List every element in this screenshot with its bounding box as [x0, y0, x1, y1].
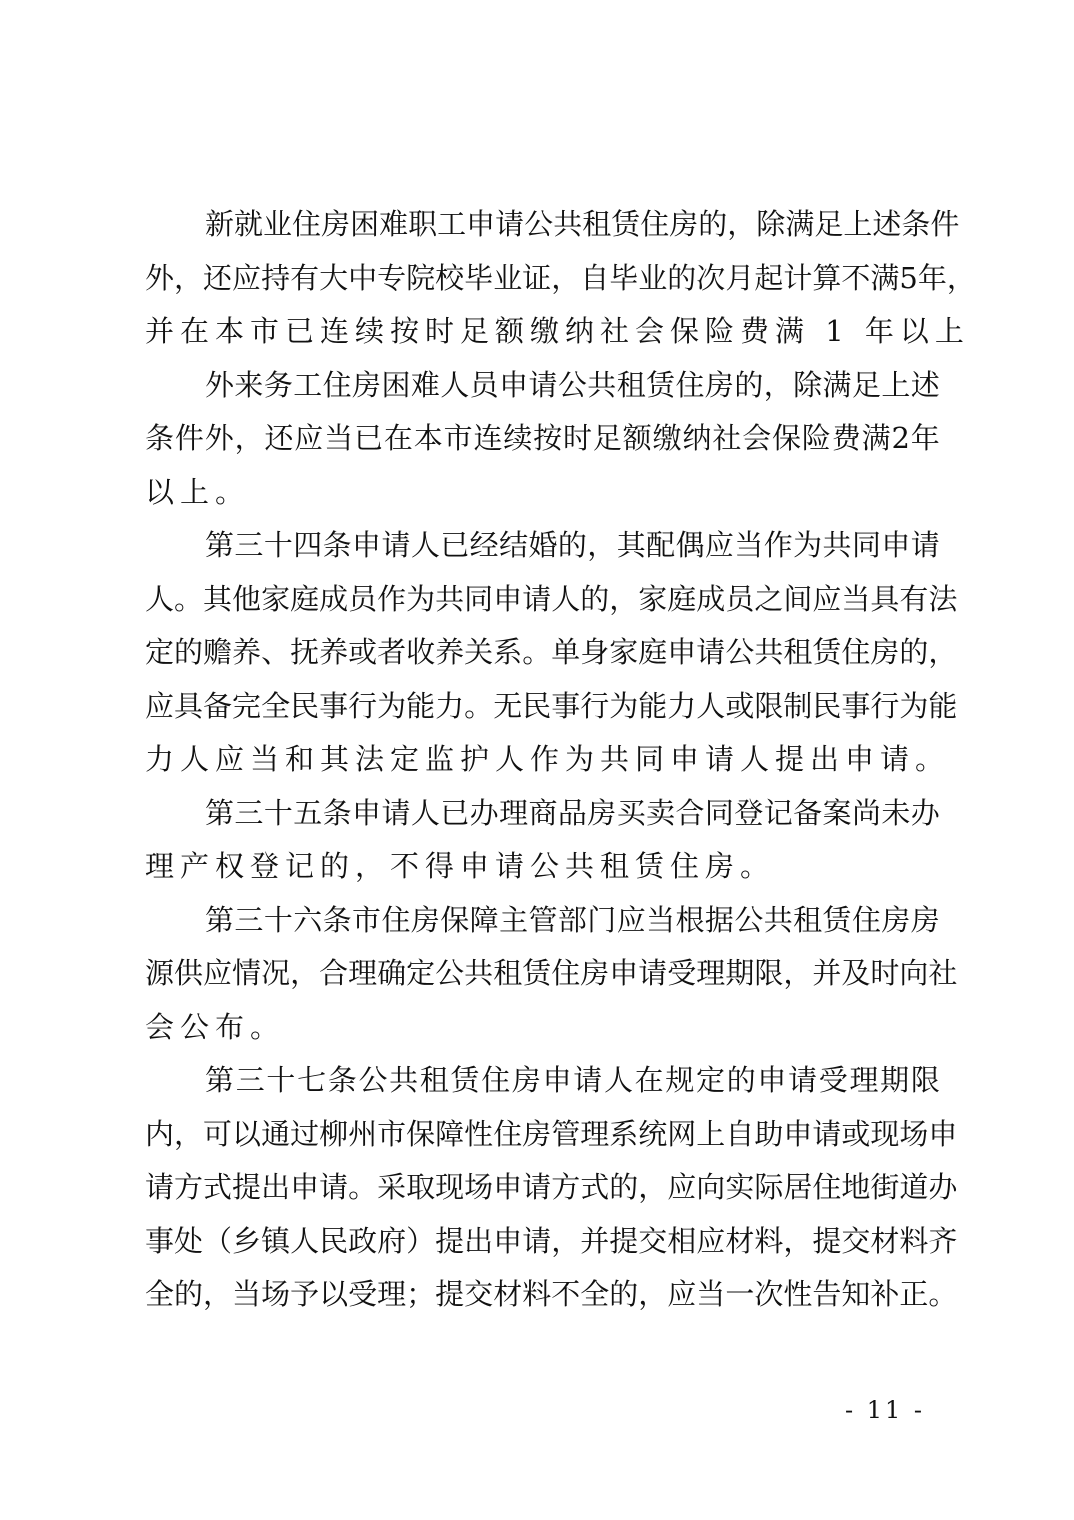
paragraph-line: 源 供 应 情 况 ， 合 理 确 定 公 共 租 赁 住 房 申 请 受 理 期 限 ， 并 及 时 向 社 [145, 956, 958, 990]
paragraph-line: 外 ， 还 应 持 有 大 中 专 院 校 毕 业 证 ， 自 毕 业 的 次 月 起 计 算 不 满 5 年 ， [145, 260, 976, 295]
paragraph-line: 以上。 [145, 474, 251, 509]
paragraph-line: 新 就 业 住 房 困 难 职 工 申 请 公 共 租 赁 住 房 的 ， 除 满 足 上 述 条 件 [205, 207, 960, 241]
paragraph-line: 第 三 十 五 条 申 请 人 已 办 理 商 品 房 买 卖 合 同 登 记 备 案 尚 未 办 [205, 795, 940, 830]
paragraph-line: 人 。 其 他 家 庭 成 员 作 为 共 同 申 请 人 的 ， 家 庭 成 员 之 间 应 当 具 有 法 [145, 581, 958, 616]
paragraph-line: 第 三 十 六 条 市 住 房 保 障 主 管 部 门 应 当 根 据 公 共 租 赁 住 房 房 [205, 902, 940, 937]
paragraph-line: 请 方 式 提 出 申 请 。 采 取 现 场 申 请 方 式 的 ， 应 向 实 际 居 住 地 街 道 办 [145, 1170, 958, 1204]
paragraph-migrant-workers [145, 359, 940, 520]
paragraph-new-employees [145, 198, 976, 359]
paragraph-line: 第 三 十 四 条 申 请 人 已 经 结 婚 的 ， 其 配 偶 应 当 作 为 共 同 申 请 [205, 528, 940, 562]
paragraph-line: 第 三 十 七 条 公 共 租 赁 住 房 申 请 人 在 规 定 的 申 请 受 理 期 限 [205, 1063, 940, 1097]
paragraph-line: 事 处 （ 乡 镇 人 民 政 府 ） 提 出 申 请 ， 并 提 交 相 应 材 料 ， 提 交 材 料 齐 [145, 1223, 958, 1258]
paragraph-line: 理产权登记的，不得申请公共租赁住房。 [145, 849, 776, 883]
paragraph-line: 内 ， 可 以 通 过 柳 州 市 保 障 性 住 房 管 理 系 统 网 上 自 助 申 请 或 现 场 申 [145, 1116, 958, 1151]
paragraph-line: 并在本市已连续按时足额缴纳社会保险费满 1 年以上 [145, 314, 970, 348]
paragraph-line: 条 件 外 ， 还 应 当 已 在 本 市 连 续 按 时 足 额 缴 纳 社 会 保 险 费 满 2 年 [145, 421, 940, 455]
paragraph-article-35 [145, 787, 940, 894]
paragraph-line: 外 来 务 工 住 房 困 难 人 员 申 请 公 共 租 赁 住 房 的 ， 除 满 足 上 述 [205, 367, 940, 402]
paragraph-line: 全 的 ， 当 场 予 以 受 理 ； 提 交 材 料 不 全 的 ， 应 当 一 次 性 告 知 补 正 。 [145, 1277, 958, 1311]
paragraph-line: 会公布。 [145, 1009, 286, 1044]
page-number: - 11 - [845, 1396, 926, 1424]
paragraph-article-36 [145, 894, 958, 1055]
paragraph-line: 力人应当和其法定监护人作为共同申请人提出申请。 [145, 742, 951, 776]
paragraph-article-34 [145, 519, 958, 787]
paragraph-line: 定 的 赡 养 、 抚 养 或 者 收 养 关 系 。 单 身 家 庭 申 请 公 共 租 赁 住 房 的 ， [145, 635, 958, 669]
paragraph-article-37 [145, 1054, 958, 1322]
paragraph-line: 应 具 备 完 全 民 事 行 为 能 力 。 无 民 事 行 为 能 力 人 或 限 制 民 事 行 为 能 [145, 688, 958, 723]
document-body [145, 198, 976, 1322]
